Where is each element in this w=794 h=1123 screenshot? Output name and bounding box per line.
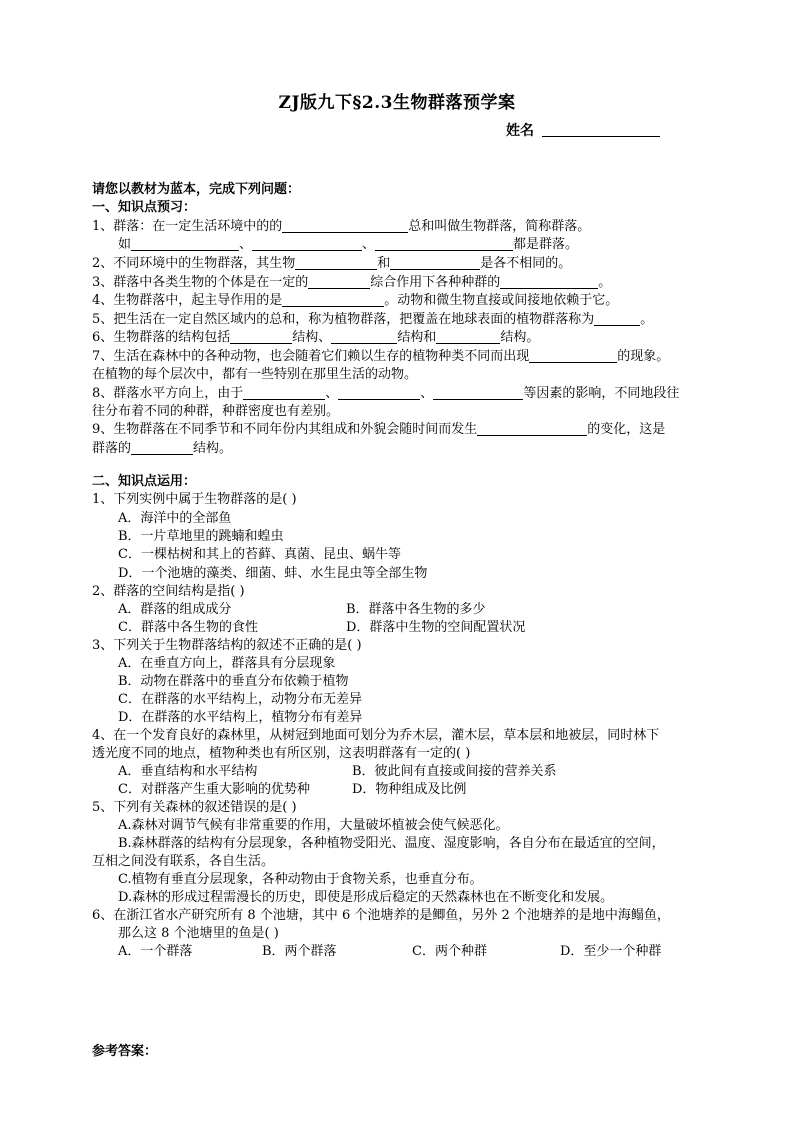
s1-q1-line1: 1、群落：在一定生活环境中的的 总和叫做生物群落，简称群落。 <box>92 219 591 234</box>
s2-q3-stem: 3、下列关于生物群落结构的叙述不正确的是( ) <box>92 638 362 653</box>
s1-q8-line1: 8、群落水平方向上，由于 、 、 等因素的影响，不同地段往 <box>92 386 680 401</box>
s1-q4: 4、生物群落中，起主导作用的是 。动物和微生物直接或间接地依赖于它。 <box>92 293 619 308</box>
blank[interactable] <box>436 329 500 344</box>
instruction: 请您以教材为蓝本，完成下列问题： <box>92 182 301 197</box>
s2-q4-stem-line1: 4、在一个发育良好的森林里，从树冠到地面可划分为乔木层，灌木层，草本层和地被层，同时林下 <box>92 728 660 743</box>
blank[interactable] <box>594 311 640 326</box>
s1-q7-line2: 在植物的每个层次中，都有一些特别在那里生活的动物。 <box>92 367 418 382</box>
name-field <box>506 120 660 140</box>
s1-q9-line1: 9、生物群落在不同季节和不同年份内其组成和外貌会随时间而发生 的变化，这是 <box>92 422 666 437</box>
s2-q4-option-c[interactable]: C．对群落产生重大影响的优势种 <box>118 782 310 797</box>
s2-q2-option-d[interactable]: D．群落中生物的空间配置状况 <box>346 620 526 635</box>
s1-q8-line2: 往分布着不同的种群，种群密度也有差别。 <box>92 404 340 419</box>
blank[interactable] <box>282 292 384 307</box>
s2-q6-option-d[interactable]: D．至少一个种群 <box>560 944 662 959</box>
blank[interactable] <box>308 274 370 289</box>
s2-q5-option-a[interactable]: A.森林对调节气候有非常重要的作用，大量破坏植被会使气候恶化。 <box>118 818 509 833</box>
blank[interactable] <box>500 274 598 289</box>
page-title: ZJ版九下§2.3生物群落预学案 <box>278 93 516 113</box>
blank[interactable] <box>433 385 523 400</box>
blank[interactable] <box>477 421 587 436</box>
s1-q6: 6、生物群落的结构包括 结构、 结构和 结构。 <box>92 330 540 345</box>
name-blank[interactable] <box>542 122 660 137</box>
s1-q5: 5、把生活在一定自然区域内的总和，称为植物群落，把覆盖在地球表面的植物群落称为 。 <box>92 312 654 327</box>
s2-q3-option-d[interactable]: D．在群落的水平结构上，植物分布有差异 <box>118 710 363 725</box>
s2-q1-stem: 1、下列实例中属于生物群落的是( ) <box>92 492 297 507</box>
blank[interactable] <box>282 218 408 233</box>
s2-q5-option-c[interactable]: C.植物有垂直分层现象，各种动物由于食物关系，也垂直分布。 <box>118 872 483 887</box>
s1-q1-line2: 如 、 、 都是群落。 <box>118 237 579 252</box>
s2-q1-option-d[interactable]: D．一个池塘的藻类、细菌、蚌、水生昆虫等全部生物 <box>118 566 428 581</box>
blank[interactable] <box>295 255 377 270</box>
blank[interactable] <box>338 385 420 400</box>
s2-q1-option-a[interactable]: A．海洋中的全部鱼 <box>118 511 232 526</box>
blank[interactable] <box>131 440 193 455</box>
s2-q2-option-a[interactable]: A．群落的组成成分 <box>118 602 232 617</box>
blank[interactable] <box>375 236 513 251</box>
s2-q1-option-b[interactable]: B．一片草地里的跳蝻和蝗虫 <box>118 529 284 544</box>
s2-q5-option-d[interactable]: D.森林的形成过程需漫长的历史，即使是形成后稳定的天然森林也在不断变化和发展。 <box>118 890 614 905</box>
s2-q6-option-a[interactable]: A．一个群落 <box>118 944 193 959</box>
s1-q3: 3、群落中各类生物的个体是在一定的 综合作用下各种种群的 。 <box>92 275 612 290</box>
blank[interactable] <box>529 348 617 363</box>
s2-q6-option-c[interactable]: C．两个种群 <box>412 944 487 959</box>
blank[interactable] <box>230 329 292 344</box>
s2-q2-option-b[interactable]: B．群落中各生物的多少 <box>346 602 486 617</box>
s2-q6-stem-line2: 那么这 8 个池塘里的鱼是( ) <box>118 926 279 941</box>
blank[interactable] <box>390 255 480 270</box>
s2-q4-option-d[interactable]: D．物种组成及比例 <box>352 782 467 797</box>
s1-q7-line1: 7、生活在森林中的各种动物，也会随着它们赖以生存的植物种类不同而出现 的现象。 <box>92 349 670 364</box>
section1-heading: 一、知识点预习： <box>92 200 197 215</box>
s2-q1-option-c[interactable]: C．一棵枯树和其上的苔藓、真菌、昆虫、蜗牛等 <box>118 547 401 562</box>
s2-q4-option-a[interactable]: A．垂直结构和水平结构 <box>118 764 258 779</box>
blank[interactable] <box>331 329 397 344</box>
s2-q3-option-c[interactable]: C．在群落的水平结构上，动物分布无差异 <box>118 692 362 707</box>
answers-label: 参考答案： <box>92 1044 158 1059</box>
blank[interactable] <box>252 236 362 251</box>
s2-q2-stem: 2、群落的空间结构是指( ) <box>92 584 245 599</box>
s2-q2-option-c[interactable]: C．群落中各生物的食性 <box>118 620 258 635</box>
s2-q5-option-b-line1[interactable]: B.森林群落的结构有分层现象，各种植物受阳光、温度、湿度影响，各自分布在最适宜的空间， <box>118 836 665 851</box>
blank[interactable] <box>243 385 325 400</box>
section2-heading: 二、知识点运用： <box>92 474 197 489</box>
s2-q5-option-b-line2: 互相之间没有联系，各自生活。 <box>92 854 275 869</box>
blank[interactable] <box>131 236 239 251</box>
s2-q3-option-b[interactable]: B．动物在群落中的垂直分布依赖于植物 <box>118 674 349 689</box>
s1-q2: 2、不同环境中的生物群落，其生物 和 是各不相同的。 <box>92 256 572 271</box>
s2-q5-stem: 5、下列有关森林的叙述错误的是( ) <box>92 800 297 815</box>
s2-q6-stem-line1: 6、在浙江省水产研究所有 8 个池塘，其中 6 个池塘养的是鲫鱼，另外 2 个池塘养的是地中海鳎鱼， <box>92 908 670 923</box>
s1-q9-line2: 群落的 结构。 <box>92 441 233 456</box>
s2-q4-stem-line2: 透光度不同的地点，植物种类也有所区别，这表明群落有一定的( ) <box>92 746 471 761</box>
name-label: 姓名 <box>506 123 534 139</box>
s2-q4-option-b[interactable]: B．彼此间有直接或间接的营养关系 <box>352 764 557 779</box>
s2-q3-option-a[interactable]: A．在垂直方向上，群落具有分层现象 <box>118 656 336 671</box>
s2-q6-option-b[interactable]: B．两个群落 <box>262 944 337 959</box>
